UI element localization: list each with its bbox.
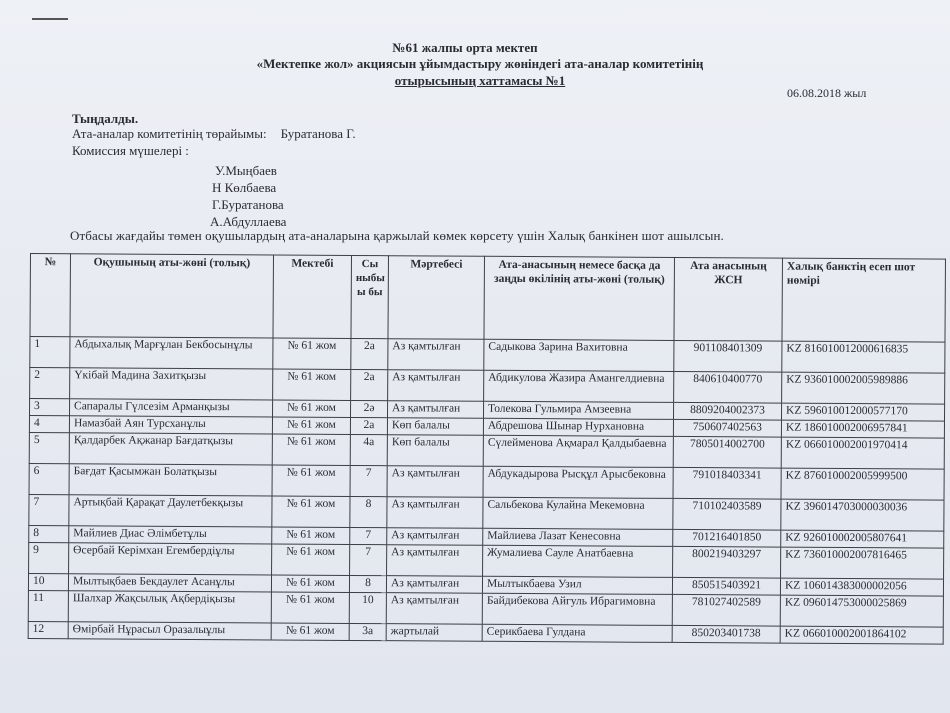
parent-iin: 8809204002373 [673,402,781,420]
grade: 7 [350,465,387,496]
parent-iin: 791018403341 [673,467,781,499]
bank-account: KZ 106014383000002056 [780,578,943,596]
status: Аз қамтылған [386,576,482,594]
header-iin: Ата анасының ЖСН [674,257,783,341]
parent-name: Майлиева Лазат Кенесовна [483,528,673,546]
commission-member: Г.Буратанова [212,197,284,212]
status: Аз қамтылған [387,528,483,546]
parent-name: Серикбаева Гулдана [482,624,672,642]
header-number: № [30,254,71,337]
row-number: 8 [29,525,69,542]
student-name: Сапаралы Гүлсезім Арманқызы [70,399,273,417]
school-name: № 61 жом [273,400,351,417]
document-date: 06.08.2018 жыл [787,86,867,100]
school-title: №61 жалпы орта мектеп [392,40,538,55]
parent-iin: 800219403297 [673,546,781,578]
student-name: Абдыхалық Марғұлан Бекбосынұлы [70,337,273,369]
school-name: № 61 жом [271,623,349,640]
student-name: Намазбай Аян Турсханұлы [69,416,272,434]
grade: 7 [350,527,387,544]
bank-account: KZ 876010002005999500 [781,468,944,500]
school-name: № 61 жом [272,544,350,575]
header-parent: Ата-анасының немесе басқа да заңды өкілінің аты-жөні (толық) [484,256,675,340]
heard-label: Тыңдалды. [72,111,139,126]
student-name: Шалхар Жақсылық Ақбердіқызы [68,591,271,623]
bank-account: KZ 186010002006957841 [781,420,944,438]
bank-account: KZ 396014703000030036 [781,499,944,531]
student-name: Артықбай Қарақат Даулетбекқызы [69,495,272,527]
parent-name: Абдикулова Жазира Амангелдиевна [484,370,674,402]
school-name: № 61 жом [273,369,351,400]
header-student: Оқушының аты-жөні (толық) [70,254,274,338]
row-number: 12 [28,621,68,638]
document-subtitle: «Мектепке жол» акциясын ұйымдастыру жөніндегі ата-аналар комитетінің [256,56,704,71]
school-name: № 61 жом [272,417,350,434]
status: Аз қамтылған [387,545,483,577]
bank-account: KZ 066010002001864102 [780,626,943,644]
parent-name: Сүлейменова Ақмарал Қалдыбаевна [483,435,673,467]
parent-iin: 840610400770 [674,371,782,403]
student-name: Қалдарбек Ақжанар Бағдатқызы [69,433,272,465]
row-number: 6 [29,463,69,494]
parent-name: Садыкова Зарина Вахитовна [484,339,674,371]
parent-iin: 710102403589 [673,498,781,530]
grade: 3а [349,623,386,640]
grade: 8 [350,496,387,527]
minutes-title: отырысының хаттамасы №1 [394,73,566,88]
grade: 2а [351,369,388,400]
row-number: 5 [29,432,69,463]
status: Аз қамтылған [388,339,484,371]
school-name: № 61 жом [271,592,349,623]
school-name: № 61 жом [272,496,350,527]
grade: 2ә [351,400,388,417]
student-name: Өмірбай Нұрасыл Оразалыұлы [68,622,271,640]
student-name: Майлиев Диас Әлімбетұлы [69,526,272,544]
status: Аз қамтылған [387,466,483,498]
grade: 8 [349,575,386,592]
status: Аз қамтылған [387,497,483,529]
student-name: Өсербай Керімхан Егембердіұлы [69,543,272,575]
student-name: Үкібай Мадина Захитқызы [70,368,273,400]
parent-name: Толекова Гульмира Амзеевна [483,401,673,419]
header-status: Мәртебесі [388,256,485,340]
status: Көп балалы [387,418,483,436]
bank-account: KZ 816010012000616835 [782,341,945,373]
status: Аз қамтылған [388,370,484,402]
bank-account: KZ 926010002005807641 [781,530,944,548]
parent-name: Мылтыкбаева Узил [482,576,672,594]
header-school: Мектебі [273,255,352,338]
table-header-row [30,254,945,343]
bank-account: KZ 066010002001970414 [781,437,944,469]
parent-iin: 781027402589 [672,594,780,626]
chair-name: Буратанова Г. [280,126,356,141]
bank-account: KZ 596010012000577170 [781,403,944,421]
grade: 2а [350,417,387,434]
commission-member: А.Абдуллаева [210,214,287,229]
header-grade: Сы ныбы ы бы [351,255,389,338]
row-number: 1 [30,337,70,368]
decision-text: Отбасы жағдайы төмен оқушылардың ата-аналарына қаржылай көмек көрсету үшін Халық банкінен шот ашылсын. [70,228,724,243]
status: Аз қамтылған [386,593,482,625]
parent-name: Сальбекова Кулайна Мекемовна [483,497,673,529]
grade: 7 [350,544,387,575]
bank-account: KZ 736010002007816465 [781,547,944,579]
status: Аз қамтылған [388,401,484,419]
student-name: Мылтықбаев Бекдаулет Асанұлы [68,574,271,592]
grade: 10 [349,592,386,623]
parent-name: Абдукадырова Рысқұл Арысбековна [483,466,673,498]
parent-iin: 850203401738 [672,625,780,643]
row-number: 2 [30,368,70,399]
row-number: 9 [29,542,69,573]
grade: 4а [350,434,387,465]
corner-mark [32,18,68,20]
bank-account: KZ 096014753000025869 [780,595,943,627]
school-name: № 61 жом [271,575,349,592]
chair-line [72,126,356,142]
commission-member: Н Көлбаева [212,180,277,195]
parent-iin: 701216401850 [673,529,781,547]
parent-iin: 7805014002700 [673,436,781,468]
school-name: № 61 жом [272,434,350,465]
row-number: 10 [28,573,68,590]
school-name: № 61 жом [273,338,351,369]
row-number: 4 [29,416,69,433]
row-number: 7 [29,494,69,525]
status: жартылай [386,624,482,642]
student-name: Бағдат Қасымжан Болатқызы [69,464,272,496]
parent-name: Абдрешова Шынар Нурхановна [483,418,673,436]
school-name: № 61 жом [272,527,350,544]
chair-label: Ата-аналар комитетінің төрайымы: [72,126,267,141]
header-account: Халық банктің есеп шот нөмірі [782,258,946,342]
bank-account: KZ 936010002005989886 [782,372,945,404]
grade: 2а [351,338,388,369]
parent-iin: 901108401309 [674,340,782,372]
students-table [28,253,946,645]
parent-name: Жумалиева Сауле Анатбаевна [483,545,673,577]
row-number: 11 [28,590,68,621]
parent-iin: 750607402563 [673,419,781,437]
parent-name: Байдибекова Айгуль Ибрагимовна [482,593,672,625]
row-number: 3 [30,399,70,416]
status: Көп балалы [387,435,483,467]
commission-label: Комиссия мүшелері : [72,143,189,158]
parent-iin: 850515403921 [672,577,780,595]
commission-member: У.Мыңбаев [215,163,277,178]
school-name: № 61 жом [272,465,350,496]
